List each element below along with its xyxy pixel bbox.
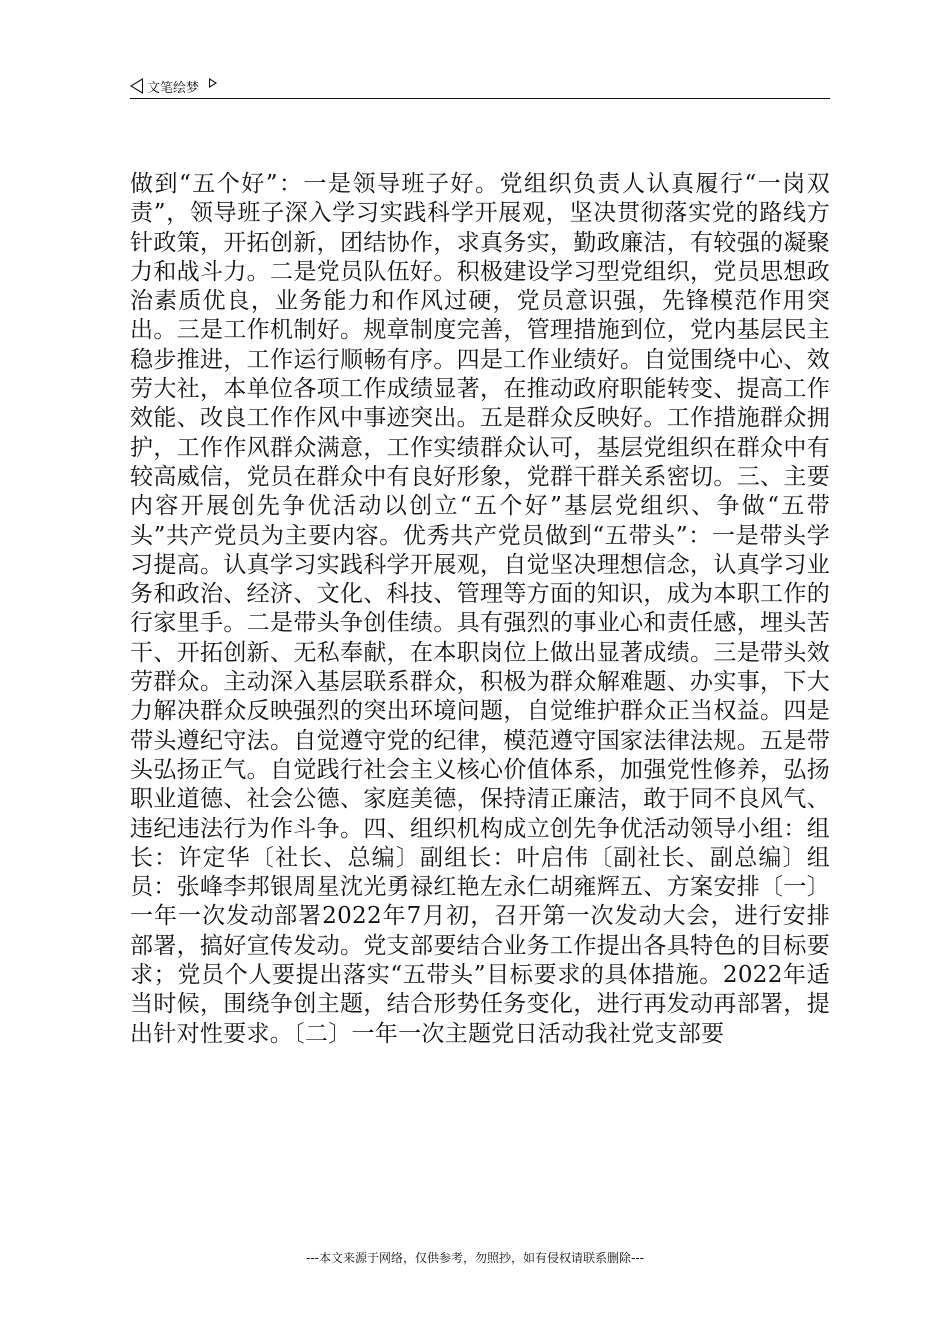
body-paragraph: 做到“五个好”：一是领导班子好。党组织负责人认真履行“一岗双责”，领导班子深入学习实践科学开展观，坚决贯彻落实党的路线方针政策，开拓创新，团结协作，求真务实，勤政廉洁，有较强的凝聚力和战斗力。二是党员队伍好。积极建设学习型党组织，党员思想政治素质优良，业务能力和作风过硬，党员意识强，先锋模范作用突出。三是工作机制好。规章制度完善，管理措施到位，党内基层民主稳步推进，工作运行顺畅有序。四是工作业绩好。自觉围绕中心、效劳大社，本单位各项工作成绩显著，在推动政府职能转变、提高工作效能、改良工作作风中事迹突出。五是群众反映好。工作措施群众拥护，工作作风群众满意，工作实绩群众认可，基层党组织在群众中有较高威信，党员在群众中有良好形象，党群干群关系密切。三、主要内容开展创先争优活动以创立“五个好”基层党组织、争做“五带头”共产党员为主要内容。优秀共产党员做到“五带头”：一是带头学习提高。认真学习实践科学开展观，自觉坚决理想信念，认真学习业务和政治、经济、文化、科技、管理等方面的知识，成为本职工作的行家里手。二是带头争创佳绩。具有强烈的事业心和责任感，埋头苦干、开拓创新、无私奉献，在本职岗位上做出显著成绩。三是带头效劳群众。主动深入基层联系群众，积极为群众解难题、办实事，下大力解决群众反映强烈的突出环境问题，自觉维护群众正当权益。四是带头遵纪守法。自觉遵守党的纪律，模范遵守国家法律法规。五是带头弘扬正气。自觉践行社会主义核心价值体系，加强党性修养，弘扬职业道德、社会公德、家庭美德，保持清正廉洁，敢于同不良风气、违纪违法行为作斗争。四、组织机构成立创先争优活动领导小组：组长：许定华〔社长、总编〕副组长：叶启伟〔副社长、副总编〕组员：张峰李邦银周星沈光勇禄红艳左永仁胡雍辉五、方案安排〔一〕一年一次发动部署2022年7月初，召开第一次发动大会，进行安排部署，搞好宣传发动。党支部要结合业务工作提出各具特色的目标要求；党员个人要提出落实“五带头”目标要求的具体措施。2022年适当时候，围绕争创主题，结合形势任务变化，进行再发动再部署，提出针对性要求。〔二〕一年一次主题党日活动我社党支部要	[130, 171, 830, 1047]
triangle-left-icon	[130, 78, 143, 94]
header-divider	[130, 98, 830, 99]
triangle-right-icon	[209, 78, 217, 88]
footer-disclaimer: ---本文来源于网络，仅供参考，勿照抄，如有侵权请联系删除---	[306, 1251, 644, 1265]
page-header	[130, 74, 217, 98]
header-brand: 文笔绘梦	[147, 80, 200, 96]
